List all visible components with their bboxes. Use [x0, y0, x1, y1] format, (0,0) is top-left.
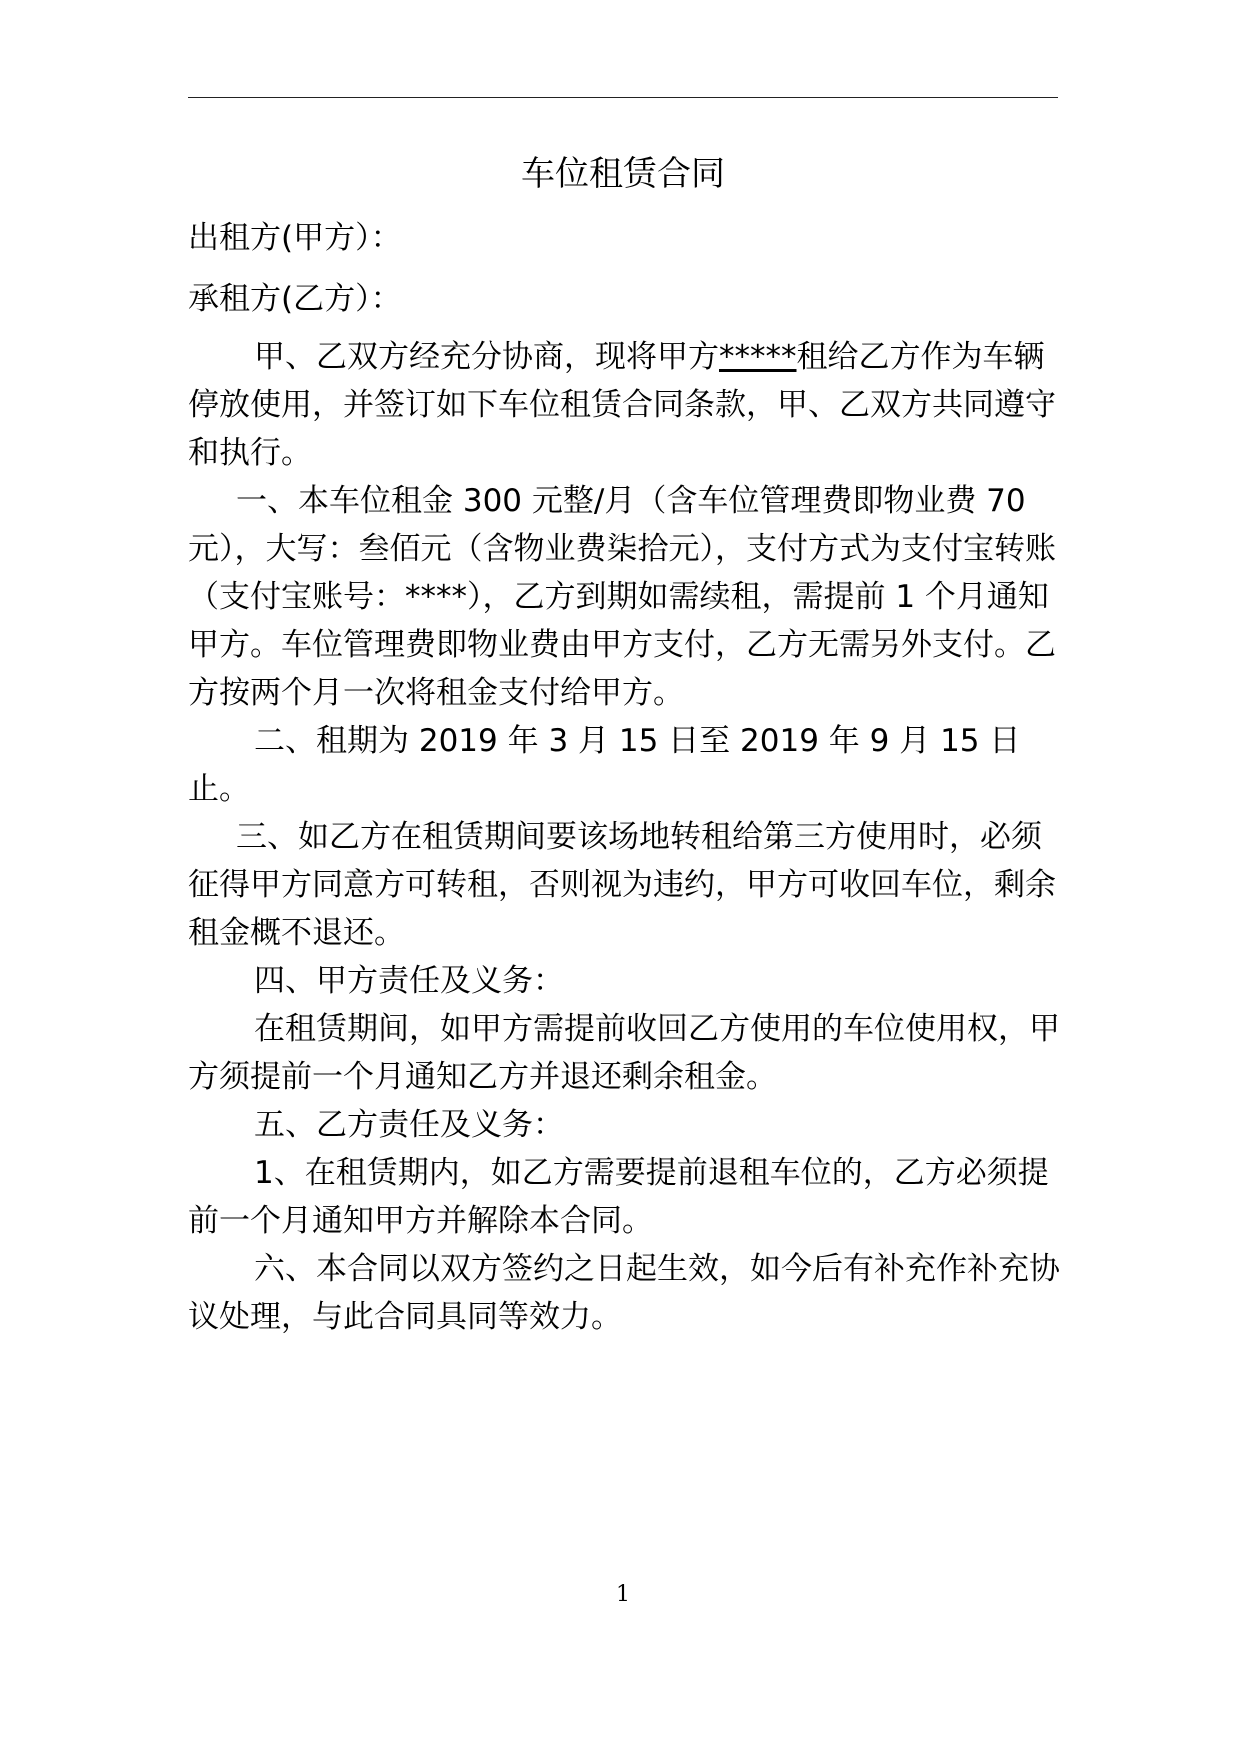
party-b-label: 承租方(乙方）：: [188, 281, 402, 317]
clause-2: 二、租期为 2019 年 3 月 15 日至 2019 年 9 月 15 日止。: [188, 723, 1021, 807]
clause-1: 一、本车位租金 300 元整/月（含车位管理费即物业费 70 元），大写：叁佰元（含物业费柒拾元），支付方式为支付宝转账（支付宝账号：****），乙方到期如需续租，需提前 1 个月通知甲方。车位管理费即物业费由甲方支付，乙方无需另外支付。乙方按两个月一次将租金支付给甲方。: [188, 483, 1056, 711]
intro-text-before: 甲、乙双方经充分协商，现将甲方: [254, 339, 719, 375]
intro-asset-mask: *****: [719, 339, 797, 375]
document-title: 车位租赁合同: [521, 154, 725, 194]
intro-text-after: 租给乙方作为车辆停放使用，并签订如下车位租赁合同条款，甲、乙双方共同遵守和执行。: [188, 339, 1056, 471]
page-number: 1: [616, 1582, 630, 1607]
header-rule: [188, 97, 1058, 98]
clause-6: 六、本合同以双方签约之日起生效，如今后有补充作补充协议处理，与此合同具同等效力。: [188, 1251, 1060, 1335]
clause-5-heading: 五、乙方责任及义务：: [254, 1107, 564, 1143]
clause-4-heading: 四、甲方责任及义务：: [254, 963, 564, 999]
party-a-label: 出租方(甲方）：: [188, 220, 402, 256]
clause-5-item-1: 1、在租赁期内，如乙方需要提前退租车位的，乙方必须提前一个月通知甲方并解除本合同。: [188, 1155, 1049, 1239]
contract-body: [188, 333, 1068, 1341]
clause-3: 三、如乙方在租赁期间要该场地转租给第三方使用时，必须征得甲方同意方可转租，否则视为违约，甲方可收回车位，剩余租金概不退还。: [188, 819, 1056, 951]
clause-4-body: 在租赁期间，如甲方需提前收回乙方使用的车位使用权，甲方须提前一个月通知乙方并退还剩余租金。: [188, 1011, 1060, 1095]
intro-paragraph: [188, 333, 1068, 477]
